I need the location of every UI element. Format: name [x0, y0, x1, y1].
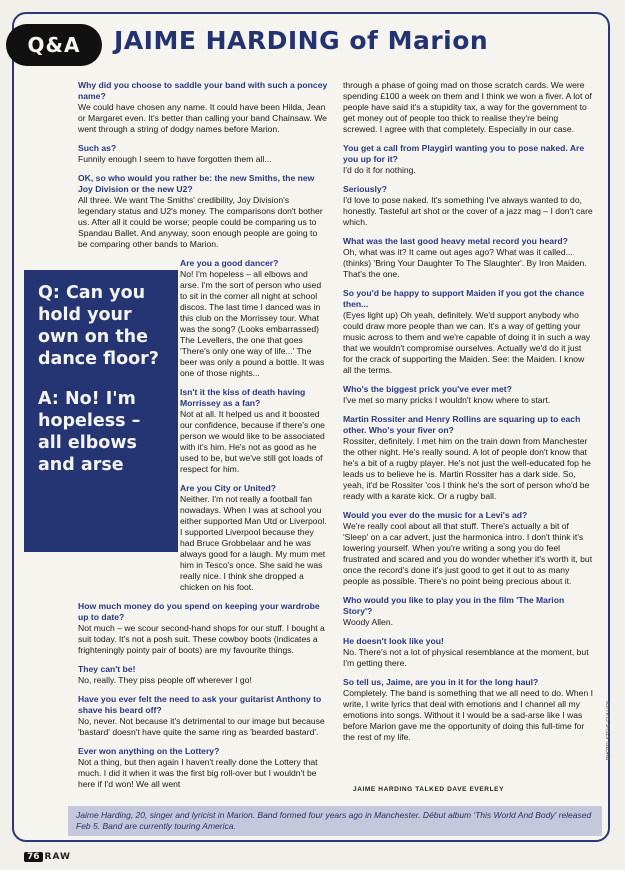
answer: Not much – we scour second-hand shops for our stuff. I bought a suit today. It's not a posh suit. These cowboy boots (indicates a frighteningly pointy pair of boots) are my favourite things.	[78, 623, 325, 655]
answer: Neither. I'm not really a football fan nowadays. When I was at school you either supported Man Utd or Liverpool. I supported Liverpool because they had Bruce Grobbelaar and he was always good for a laugh. My mum met him in Tesco's once. She said he was really nice. I think she dropped a chicken on his foot.	[180, 494, 327, 592]
question: So you'd be happy to support Maiden if you got the chance then...	[343, 288, 585, 309]
answer: Not a thing, but then again I haven't really done the Lottery that much. I did it when it was the first big roll-over but I wouldn't be here if I'd won! We all went	[78, 757, 318, 789]
question: Would you ever do the music for a Levi's ad?	[343, 510, 528, 520]
qa-block	[78, 664, 328, 686]
qa-block	[78, 173, 328, 250]
answer: (Eyes light up) Oh yeah, definitely. We'd support anybody who could draw more people than we can. It's a way of getting your music across to them and we're capable of doing it in such a way that we wouldn't compromise ourselves. Actually we'd do it just for the crack of supporting the Maiden. See: the Maiden. I know all the terms.	[343, 310, 591, 375]
qa-block	[343, 184, 593, 228]
question: They can't be!	[78, 664, 136, 674]
article-headline: JAIME HARDING of Marion	[114, 26, 489, 55]
answer: No, never. Not because it's detrimental to our image but because 'bastard' doesn't have quite the same ring as 'bearded bastard'.	[78, 716, 325, 737]
answer: Oh, what was it? It came out ages ago? What was it called... (thinks) 'Bring Your Daughter To The Slaughter'. By Iron Maiden. That's the one.	[343, 247, 587, 279]
answer: through a phase of going mad on those scratch cards. We were spending £100 a week on them and I think we won a fiver. A lot of people have said it's a stupidity tax, a way for the government to get money out of people too thick to realise they're being screwed. I agree with that completely. Especially in our case.	[343, 80, 592, 134]
qa-block	[78, 694, 328, 738]
qa-block	[78, 601, 328, 656]
question: Are you a good dancer?	[180, 258, 279, 268]
answer: Funnily enough I seem to have forgotten them all...	[78, 154, 272, 164]
question: Have you ever felt the need to ask your guitarist Anthony to shave his beard off?	[78, 694, 322, 715]
right-column	[343, 80, 593, 751]
pull-quote-answer: A: No! I'm hopeless – all elbows and arse	[38, 389, 141, 475]
qa-block	[343, 595, 593, 628]
question: How much money do you spend on keeping your wardrobe up to date?	[78, 601, 320, 622]
qa-block	[78, 143, 328, 165]
magazine-name: RAW	[44, 852, 71, 862]
pull-quote-box	[24, 270, 178, 552]
answer: We could have chosen any name. It could have been Hilda, Jean or Margaret even. It's better than calling your band Chainsaw. We went through a string of dodgy names before Marion.	[78, 102, 327, 134]
qa-block	[343, 636, 593, 669]
page-number: 76	[24, 852, 43, 862]
qa-block	[78, 80, 328, 135]
qa-block	[180, 258, 328, 379]
qa-block	[343, 384, 593, 406]
qa-block	[343, 80, 593, 135]
photo-credit: PHOTO: STEVE GULLICK	[606, 700, 612, 760]
question: Why did you choose to saddle your band with such a poncey name?	[78, 80, 328, 101]
question: Who's the biggest prick you've ever met?	[343, 384, 512, 394]
answer: We're really cool about all that stuff. There's actually a bit of 'Sleep' on a car advert, just the harmonica intro. I don't think it's lowering yourself. When you're writing a song you do feel frustrated and scared and you do wonder whether it's worth it, but once the record's done it's just good to get it out to as many people as possible. There's no point being precious about it.	[343, 521, 593, 586]
qa-block	[343, 510, 593, 587]
answer: All three. We want The Smiths' credibility, Joy Division's legendary status and U2's money. The comparisons don't bother us. After all it could be worse; people could be comparing us to Spandau Ballet. And anyway, soon enough people are going to be comparing other bands to Marion.	[78, 195, 323, 249]
question: Are you City or United?	[180, 483, 276, 493]
answer: Woody Allen.	[343, 617, 394, 627]
question: So tell us, Jaime, are you in it for the long haul?	[343, 677, 539, 687]
question: Ever won anything on the Lottery?	[78, 746, 220, 756]
qa-block	[343, 414, 593, 502]
answer: Rossiter, definitely. I met him on the train down from Manchester the other night. He's really sound. A lot of people don't know that he's a bit of a rugby player. He's not just the well-educated fop he leads us to believe he is. Martin Rossiter has a dark side. So, yeah, it'd be Rossiter 'cos I think he's the sort of person who'd be ready with a karate kick. Or a rugby ball.	[343, 436, 591, 501]
question: Martin Rossiter and Henry Rollins are squaring up to each other. Who's your fiver on?	[343, 414, 581, 435]
page-folio	[24, 852, 71, 862]
answer: I'd love to pose naked. It's something I've always wanted to do, honestly. Tasteful art shot or the cover of a jazz mag – I don't care which.	[343, 195, 593, 227]
answer: Not at all. It helped us and it boosted our confidence, because if there's one person we would like to be associated with it's him. He's not as good as he used to be, but we've still got loads of respect for him.	[180, 409, 325, 474]
question: Who would you like to play you in the film 'The Marion Story'?	[343, 595, 565, 616]
question: Isn't it the kiss of death having Morrissey as a fan?	[180, 387, 306, 408]
question: OK, so who would you rather be: the new Smiths, the new Joy Division or the new U2?	[78, 173, 315, 194]
answer: No! I'm hopeless – all elbows and arse. I'm the sort of person who used to sit in the corner all night at school discos. The last time I danced was in this club on the Morrissey tour. What was the song? (Looks embarrassed) The Levellers, the one that goes 'There's only one way of life...' The beer was only a pound a bottle. It was one of those nights...	[180, 269, 325, 378]
qa-block	[343, 236, 593, 280]
answer: I'd do it for nothing.	[343, 165, 416, 175]
pull-quote-question: Q: Can you hold your own on the dance floor?	[38, 283, 159, 369]
qa-block	[343, 143, 593, 176]
question: Such as?	[78, 143, 117, 153]
qa-badge: Q&A	[6, 24, 102, 66]
question: What was the last good heavy metal record you heard?	[343, 236, 568, 246]
answer: I've met so many pricks I wouldn't know where to start.	[343, 395, 551, 405]
qa-block	[78, 746, 328, 790]
answer: No. There's not a lot of physical resemblance at the moment, but I'm getting there.	[343, 647, 589, 668]
question: You get a call from Playgirl wanting you to pose naked. Are you up for it?	[343, 143, 585, 164]
byline: JAIME HARDING TALKED DAVE EVERLEY	[353, 786, 505, 793]
qa-block	[343, 677, 593, 743]
question: Seriously?	[343, 184, 387, 194]
qa-block	[180, 387, 328, 475]
qa-block	[343, 288, 593, 376]
bio-caption: Jaime Harding, 20, singer and lyricist in Marion. Band formed four years ago in Manchester. Début album 'This World And Body' released Feb 5. Band are currently touring America.	[68, 806, 602, 836]
qa-block	[180, 483, 328, 593]
answer: No, really. They piss people off wherever I go!	[78, 675, 252, 685]
question: He doesn't look like you!	[343, 636, 444, 646]
answer: Completely. The band is something that we all need to do. When I write, I write lyrics that deal with emotions and I channel all my emotions into songs. Without it I would be a sad-arse like I was before Marion gave me the opportunity of doing this full-time for the rest of my life.	[343, 688, 593, 742]
